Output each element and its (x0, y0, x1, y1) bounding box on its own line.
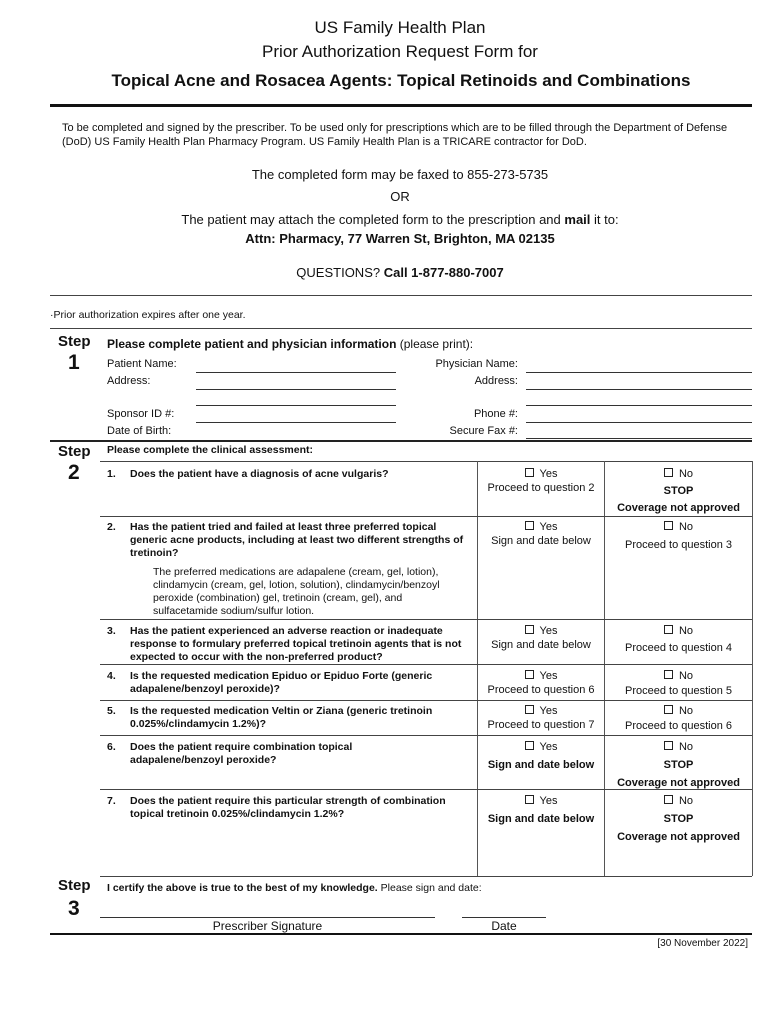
q2-no[interactable]: No Proceed to question 3 (624, 521, 733, 551)
q5-yes[interactable]: Yes Proceed to question 7 (487, 705, 595, 731)
row-rule-2 (100, 619, 752, 620)
fax-label: Secure Fax #: (449, 425, 518, 437)
q7-text: Does the patient require this particular strength of combination topical tretinoin 0.025%/clindamycin 1.2%? (130, 795, 446, 820)
expires-rule-bottom (50, 328, 752, 329)
q7-yes[interactable]: Yes Sign and date below (487, 795, 595, 825)
checkbox-icon[interactable] (525, 795, 534, 804)
questions-label: QUESTIONS? (296, 265, 381, 280)
q4-number: 4. (107, 670, 116, 682)
step3-label: Step (58, 877, 91, 894)
phone-field[interactable] (526, 422, 752, 423)
physician-address-field-2[interactable] (526, 405, 752, 406)
intro-text: To be completed and signed by the prescriber. To be used only for prescriptions which are to be filled through the Department of Defense (DoD) US Family Health Plan Pharmacy Program. US Family Health Plan is a TRICARE contractor for DoD. (62, 122, 728, 148)
phone-label: Phone #: (473, 408, 518, 420)
checkbox-icon[interactable] (664, 741, 673, 750)
q7-no[interactable]: No STOP Coverage not approved (617, 795, 740, 843)
date-field[interactable] (462, 917, 546, 918)
questions-line (0, 265, 770, 280)
checkbox-icon[interactable] (525, 670, 534, 679)
table-top-rule (100, 461, 752, 462)
q2-subtext: The preferred medications are adapalene (cream, gel, lotion), clindamycin (cream, gel, lotion, solution), clindamycin/benzoyl peroxide (combination) gel, tretinoin (cream, gel), and sulfacetamide sodium/sulfur lotion. (153, 566, 440, 617)
patient-name-label: Patient Name: (107, 358, 177, 370)
q6-text: Does the patient require combination topical adapalene/benzoyl peroxide? (130, 741, 353, 766)
expires-rule-top (50, 295, 752, 296)
q1-yes[interactable]: Yes Proceed to question 2 (487, 468, 595, 494)
mail-bold: mail (564, 212, 591, 227)
fax-line: The completed form may be faxed to 855-273-5735 (251, 167, 549, 182)
q6-yes[interactable]: Yes Sign and date below (487, 741, 595, 771)
or-text: OR (390, 189, 410, 204)
form-title: Prior Authorization Request Form for (262, 42, 538, 61)
q3-yes[interactable]: Yes Sign and date below (491, 625, 591, 651)
step1-title: Please complete patient and physician information (please print): (107, 337, 474, 351)
table-bottom-rule (100, 876, 752, 877)
q1-number: 1. (107, 468, 116, 480)
q6-number: 6. (107, 741, 116, 753)
certify-text: I certify the above is true to the best of my knowledge. Please sign and date: (107, 882, 482, 894)
checkbox-icon[interactable] (525, 741, 534, 750)
mail-address: Attn: Pharmacy, 77 Warren St, Brighton, MA 02135 (245, 231, 555, 246)
q2-text: Has the patient tried and failed at least three preferred topical generic acne products, including at least two different strengths of tretinoin? (130, 521, 464, 559)
physician-address-field[interactable] (526, 389, 752, 390)
q3-number: 3. (107, 625, 116, 637)
header-rule (50, 104, 752, 107)
checkbox-icon[interactable] (525, 468, 534, 477)
row-rule-5 (100, 735, 752, 736)
questions-phone: Call 1-877-880-7007 (383, 265, 504, 280)
row-rule-3 (100, 664, 752, 665)
checkbox-icon[interactable] (525, 521, 534, 530)
step1-number: 1 (68, 351, 80, 374)
q3-no[interactable]: No Proceed to question 4 (624, 625, 733, 654)
org-title: US Family Health Plan (314, 18, 486, 37)
physician-name-label: Physician Name: (435, 358, 518, 370)
step2-label: Step (58, 443, 91, 460)
q4-yes[interactable]: Yes Proceed to question 6 (487, 670, 595, 696)
fax-field[interactable] (526, 438, 752, 439)
patient-address-field[interactable] (196, 389, 396, 390)
footer-rule (50, 933, 752, 935)
q3-text: Has the patient experienced an adverse reaction or inadequate response to formulary preferred topical tretinoin agents that is not expected to occur with the non-preferred product? (130, 625, 462, 663)
table-right-edge (752, 461, 753, 876)
q2-yes[interactable]: Yes Sign and date below (491, 521, 591, 547)
sponsor-id-label: Sponsor ID #: (107, 408, 175, 420)
physician-name-field[interactable] (526, 372, 752, 373)
q5-text: Is the requested medication Veltin or Ziana (generic tretinoin 0.025%/clindamycin 1.2%)? (130, 705, 433, 730)
signature-label: Prescriber Signature (212, 919, 323, 933)
mail-post: it to: (590, 212, 619, 227)
q4-no[interactable]: No Proceed to question 5 (624, 670, 733, 697)
patient-name-field[interactable] (196, 372, 396, 373)
checkbox-icon[interactable] (664, 705, 673, 714)
step3-number: 3 (68, 897, 80, 920)
step2-title: Please complete the clinical assessment: (107, 444, 314, 456)
checkbox-icon[interactable] (525, 705, 534, 714)
checkbox-icon[interactable] (525, 625, 534, 634)
sponsor-id-field[interactable] (196, 422, 396, 423)
patient-address-label: Address: (107, 375, 151, 387)
checkbox-icon[interactable] (664, 795, 673, 804)
step1-rule (50, 440, 752, 442)
checkbox-icon[interactable] (664, 670, 673, 679)
q5-no[interactable]: No Proceed to question 6 (624, 705, 733, 732)
q1-no[interactable]: No STOP Coverage not approved (617, 468, 740, 514)
step2-number: 2 (68, 461, 80, 484)
q4-text: Is the requested medication Epiduo or Epiduo Forte (generic adapalene/benzoyl peroxide)? (130, 670, 433, 695)
checkbox-icon[interactable] (664, 521, 673, 530)
patient-address-field-2[interactable] (196, 405, 396, 406)
revision-date: [30 November 2022] (657, 938, 748, 949)
dob-label: Date of Birth: (107, 425, 172, 437)
signature-field[interactable] (100, 917, 435, 918)
q7-number: 7. (107, 795, 116, 807)
checkbox-icon[interactable] (664, 468, 673, 477)
q1-text: Does the patient have a diagnosis of acne vulgaris? (130, 468, 389, 480)
expires-text: ·Prior authorization expires after one year. (50, 309, 246, 321)
mail-line (0, 212, 770, 227)
q6-no[interactable]: No STOP Coverage not approved (617, 741, 740, 789)
mail-pre: The patient may attach the completed form to the prescription and (181, 212, 565, 227)
row-rule-4 (100, 700, 752, 701)
step1-label: Step (58, 333, 91, 350)
q5-number: 5. (107, 705, 116, 717)
checkbox-icon[interactable] (664, 625, 673, 634)
row-rule-1 (100, 516, 752, 517)
physician-address-label: Address: (474, 375, 518, 387)
q2-number: 2. (107, 521, 116, 533)
date-label: Date (491, 919, 517, 933)
drug-title: Topical Acne and Rosacea Agents: Topical Retinoids and Combinations (111, 71, 691, 90)
